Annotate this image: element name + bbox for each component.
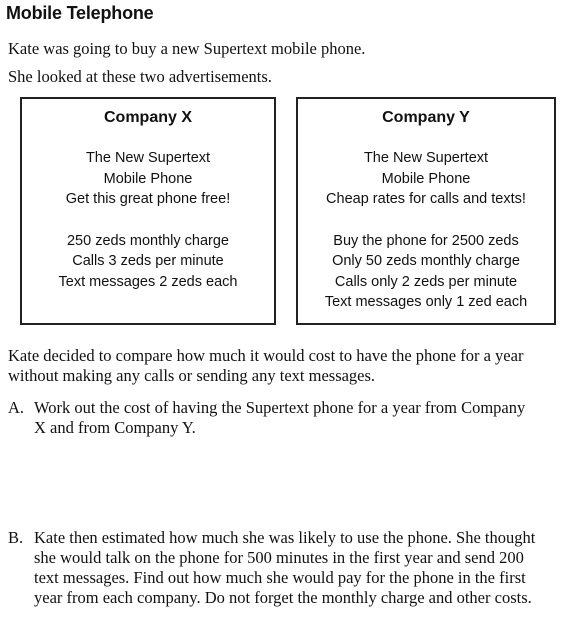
question-line: text messages. Find out how much she would pay for the phone in the first — [34, 568, 526, 587]
question-line: Work out the cost of having the Supertext phone for a year from Company — [34, 398, 526, 417]
ad-line: Text messages 2 zeds each — [58, 273, 238, 290]
ad-offers — [298, 231, 554, 313]
ad-line: Text messages only 1 zed each — [324, 294, 528, 310]
intro-line: Kate was going to buy a new Supertext mobile phone. — [8, 39, 366, 58]
advertisement-company-x — [20, 97, 276, 325]
question-label: B. — [8, 528, 24, 547]
question-line: X and from Company Y. — [34, 418, 196, 437]
ad-line: Mobile Phone — [103, 170, 193, 187]
ad-tagline — [22, 148, 274, 210]
question-text — [34, 528, 583, 608]
question-line: she would talk on the phone for 500 minutes in the first year and send 200 — [34, 548, 524, 567]
ad-line: Mobile Phone — [381, 170, 471, 187]
question-b — [8, 528, 583, 608]
context-paragraph — [8, 346, 578, 386]
ad-line: 250 zeds monthly charge — [66, 232, 229, 249]
ad-line: Cheap rates for calls and texts! — [326, 191, 526, 207]
question-a — [8, 398, 578, 438]
paragraph-line: Kate decided to compare how much it would cost to have the phone for a year — [8, 346, 524, 365]
ad-line: Only 50 zeds monthly charge — [332, 253, 520, 269]
question-line: Kate then estimated how much she was likely to use the phone. She thought — [34, 528, 536, 547]
ad-line: The New Supertext — [363, 150, 489, 166]
ad-line: Buy the phone for 2500 zeds — [333, 232, 519, 249]
ad-line: Calls only 2 zeds per minute — [334, 273, 518, 290]
page-title: Mobile Telephone — [6, 3, 154, 23]
ad-line: Get this great phone free! — [65, 191, 231, 207]
company-name: Company Y — [382, 109, 470, 126]
ad-offers — [22, 231, 274, 293]
question-line: year from each company. Do not forget the monthly charge and other costs. — [34, 588, 532, 607]
ad-tagline — [298, 148, 554, 210]
advertisement-company-y — [296, 97, 556, 325]
question-label: A. — [8, 398, 25, 417]
paragraph-line: without making any calls or sending any text messages. — [8, 366, 376, 385]
intro-line: She looked at these two advertisements. — [8, 67, 272, 86]
company-name: Company X — [103, 109, 192, 126]
ad-line: The New Supertext — [85, 150, 211, 166]
question-text — [34, 398, 578, 438]
ad-line: Calls 3 zeds per minute — [72, 253, 224, 269]
